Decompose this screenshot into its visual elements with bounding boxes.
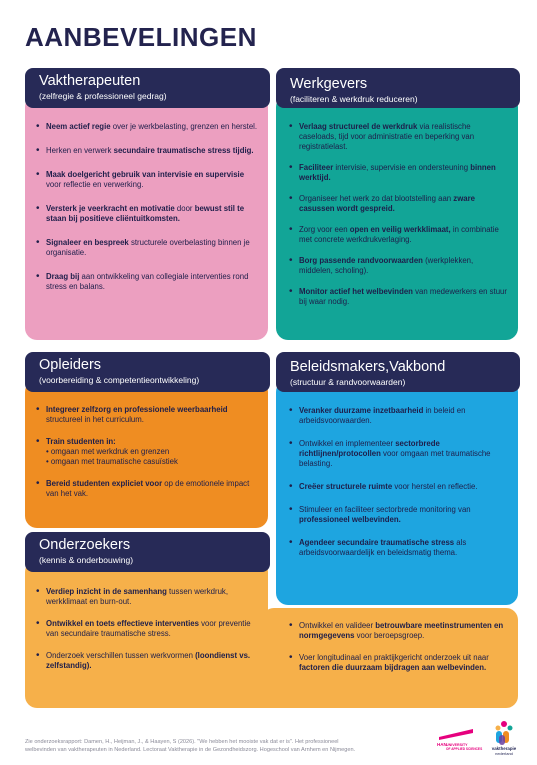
header-werkgevers [276,68,520,108]
list-item: • Creëer structurele ruimte voor herstel en reflectie. [289,482,509,492]
list-item: • Borg passende randvoorwaarden (werkplekken, middelen, scholing). [289,256,509,276]
list-item: • Zorg voor een open en veilig werkklimaat, in combinatie met concrete werkdrukverlaging. [289,225,509,245]
header-title: Opleiders [39,357,102,373]
list-onderzoekers-2 [289,621,509,673]
header-title: Vaktherapeuten [39,73,141,89]
list-item: • Neem actief regie over je werkbelasting, grenzen en herstel. [36,122,258,132]
vaktherapie-logo [484,720,524,758]
list-item: • Verdiep inzicht in de samenhang tussen werkdruk, werkklimaat en burn-out. [36,587,258,607]
header-beleidsmakers [276,352,520,392]
header-opleiders [25,352,270,392]
svg-text:nederland: nederland [495,751,513,756]
list-item: • Ontwikkel en toets effectieve interventies voor preventie van secundaire traumatische stress. [36,619,258,639]
list-item: • Veranker duurzame inzetbaarheid in beleid en arbeidsvoorwaarden. [289,406,509,426]
header-title: Beleidsmakers,Vakbond [290,359,446,375]
list-beleidsmakers [289,406,509,558]
list-item: • Stimuleer en faciliteer sectorbrede monitoring van professioneel welbevinden. [289,505,509,525]
han-logo [433,727,483,755]
list-item: • Onderzoek verschillen tussen werkvormen (loondienst vs. zelfstandig). [36,651,258,671]
list-item: • Ontwikkel en valideer betrouwbare meetinstrumenten en normgegevens voor beroepsgroep. [289,621,509,641]
header-onderzoekers [25,532,270,572]
list-werkgevers [289,122,509,307]
page-title: AANBEVELINGEN [25,22,257,52]
header-vaktherapeuten [25,68,270,108]
list-item: • Versterk je veerkracht en motivatie door bewust stil te staan bij positieve cliëntuitkomsten. [36,204,258,224]
header-subtitle: (faciliteren & werkdruk reduceren) [290,94,418,104]
list-item: • Bereid studenten expliciet voor op de emotionele impact van het vak. [36,479,258,499]
list-item: • Signaleer en bespreek structurele overbelasting binnen je organisatie. [36,238,258,258]
list-item: • Integreer zelfzorg en professionele weerbaarheid structureel in het curriculum. [36,405,258,425]
list-item: • Agendeer secundaire traumatische stress als arbeidsvoorwaardelijk en beleidsmatig thema. [289,538,509,558]
header-subtitle: (kennis & onderbouwing) [39,555,134,565]
svg-text:HAN: HAN [437,742,447,747]
list-item: • Organiseer het werk zo dat blootstelling aan zware casussen wordt gespreid. [289,194,509,214]
list-item: • Monitor actief het welbevinden van medewerkers en stuur bij waar nodig. [289,287,509,307]
list-item: • Voer longitudinaal en praktijkgericht onderzoek uit naar factoren die duurzaam bijdragen aan welbevinden. [289,653,509,673]
list-item: • Herken en verwerk secundaire traumatische stress tijdig. [36,146,258,156]
list-item: • Draag bij aan ontwikkeling van collegiale interventies rond stress en balans. [36,272,258,292]
header-subtitle: (zelfregie & professioneel gedrag) [39,91,167,101]
svg-text:vaktherapie: vaktherapie [491,746,517,751]
footer-citation: Zie onderzoeksrapport: Damen, H., Heijman, J., & Haayen, S (2026). "We hebben het mooiste vak dat er is". Het professioneel welbevinden van vaktherapeuten in Nederland. Lectoraat Vaktherapie in de Gezondheidszorg. Hogeschool van Arnhem en Nijmegen. [25,739,356,753]
svg-text:UNIVERSITY: UNIVERSITY [446,743,468,747]
list-item: • Train studenten in: • omgaan met werkdruk en grenzen • omgaan met traumatische casuïstiek [36,437,258,467]
list-onderzoekers [36,587,258,671]
list-vaktherapeuten [36,122,258,292]
list-item: • Maak doelgericht gebruik van intervisie en supervisie voor reflectie en verwerking. [36,170,258,190]
header-title: Onderzoekers [39,537,131,553]
header-title: Werkgevers [290,76,368,92]
list-item: • Ontwikkel en implementeer sectorbrede richtlijnen/protocollen voor omgaan met traumatische belasting. [289,439,509,469]
list-item: • Verlaag structureel de werkdruk via realistische caseloads, tijd voor administratie en beperking van registratielast. [289,122,509,152]
header-subtitle: (voorbereiding & competentieontwikkeling) [39,375,200,385]
list-item: • Faciliteer intervisie, supervisie en ondersteuning binnen werktijd. [289,163,509,183]
svg-text:OF APPLIED SCIENCES: OF APPLIED SCIENCES [446,747,483,751]
header-subtitle: (structuur & randvoorwaarden) [290,377,406,387]
list-opleiders [36,405,258,499]
